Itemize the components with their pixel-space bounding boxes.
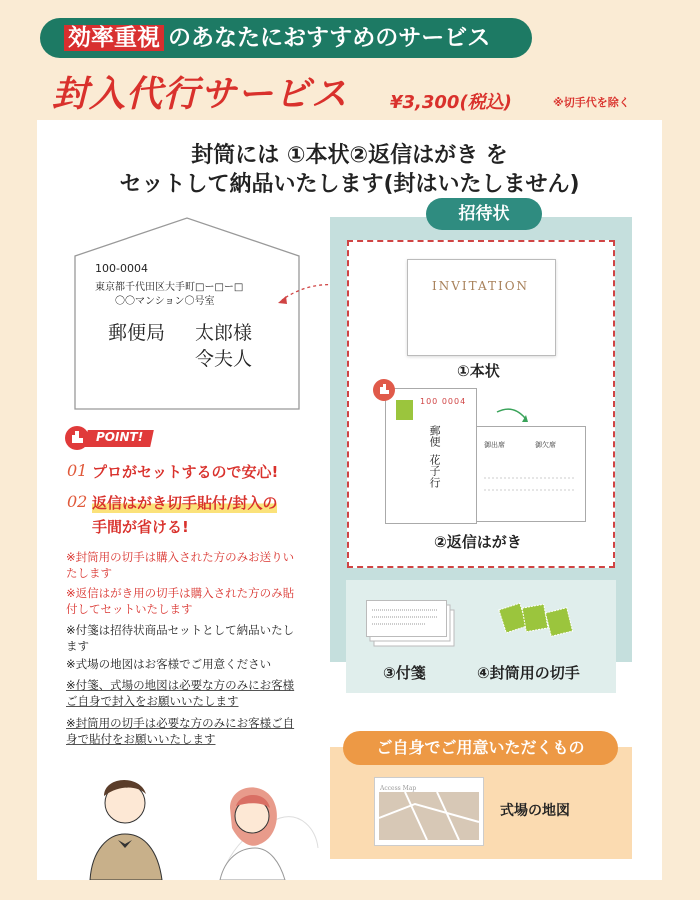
postcard-absent: 御欠席 [535, 441, 556, 449]
envelope-address1: 東京都千代田区大手町□ー□ー□ [95, 282, 244, 293]
note-4: ※式場の地図はお客様でご用意ください [66, 657, 272, 671]
postcard-name3: 行 [428, 477, 441, 488]
map-label: 式場の地図 [500, 803, 570, 819]
postcard-name1: 郵便 [428, 425, 441, 447]
envelope-illustration [72, 216, 302, 411]
note-2: ※返信はがき用の切手は購入された方のみ貼付してセットいたします [66, 586, 295, 616]
note-1: ※封筒用の切手は購入された方のみお送りいたします [66, 550, 295, 580]
envelope-name-org: 郵便局 [108, 322, 166, 344]
point-text-2b: 手間が省ける! [92, 518, 189, 536]
fusen-label: ③付箋 [383, 664, 426, 682]
stamps-illustration [498, 600, 578, 640]
note-5: ※付箋、式場の地図は必要な方のみにお客様ご自身で封入をお願いいたします [66, 678, 295, 708]
kitte-label: ④封筒用の切手 [477, 664, 580, 682]
invitation-tag: 招待状 [426, 198, 542, 230]
fusen-illustration [366, 600, 456, 648]
invitation-card-text: INVITATION [431, 279, 530, 293]
map-card-text: Access Map [380, 785, 417, 792]
invitation-card [407, 259, 556, 356]
banner-text: のあなたにおすすめのサービス [168, 25, 491, 51]
note-6: ※封筒用の切手は必要な方のみにお客様ご自身で貼付をお願いいたします [66, 716, 295, 746]
postcard-attend: 御出席 [484, 441, 505, 449]
point-number-2: 02 [67, 492, 88, 511]
envelope-zip: 100-0004 [95, 262, 148, 275]
price: ¥3,300(税込) [390, 92, 512, 113]
envelope-address2: 〇〇マンション〇号室 [115, 296, 215, 307]
envelope-name1: 太郎様 [195, 322, 253, 344]
point-number-1: 01 [67, 461, 88, 480]
self-prepare-tag: ご自身でご用意いただくもの [343, 731, 618, 765]
note-3: ※付箋は招待状商品セットとして納品いたします [66, 623, 295, 653]
honjo-label: ①本状 [457, 362, 500, 380]
postcard-name2: 花子 [428, 454, 441, 476]
headline-line2: セットして納品いたします(封はいたしません) [119, 172, 580, 197]
headline-line1: 封筒には ①本状②返信はがき を [191, 143, 508, 168]
postcard-zip: 100 0004 [420, 397, 467, 406]
page-title: 封入代行サービス [52, 74, 349, 115]
point-text-1: プロがセットするので安心! [92, 463, 279, 481]
banner-highlight: 効率重視 [64, 25, 164, 51]
flip-arrow-icon [495, 404, 531, 426]
envelope-name2: 令夫人 [195, 348, 253, 370]
hagaki-label: ②返信はがき [434, 533, 522, 551]
top-banner [40, 18, 532, 58]
point-text-2: 返信はがき切手貼付/封入の [92, 494, 278, 512]
hand-pointer-icon [372, 378, 396, 402]
couple-illustration [80, 768, 320, 880]
point-badge-text: POINT! [96, 430, 144, 444]
price-note: ※切手代を除く [553, 96, 630, 109]
